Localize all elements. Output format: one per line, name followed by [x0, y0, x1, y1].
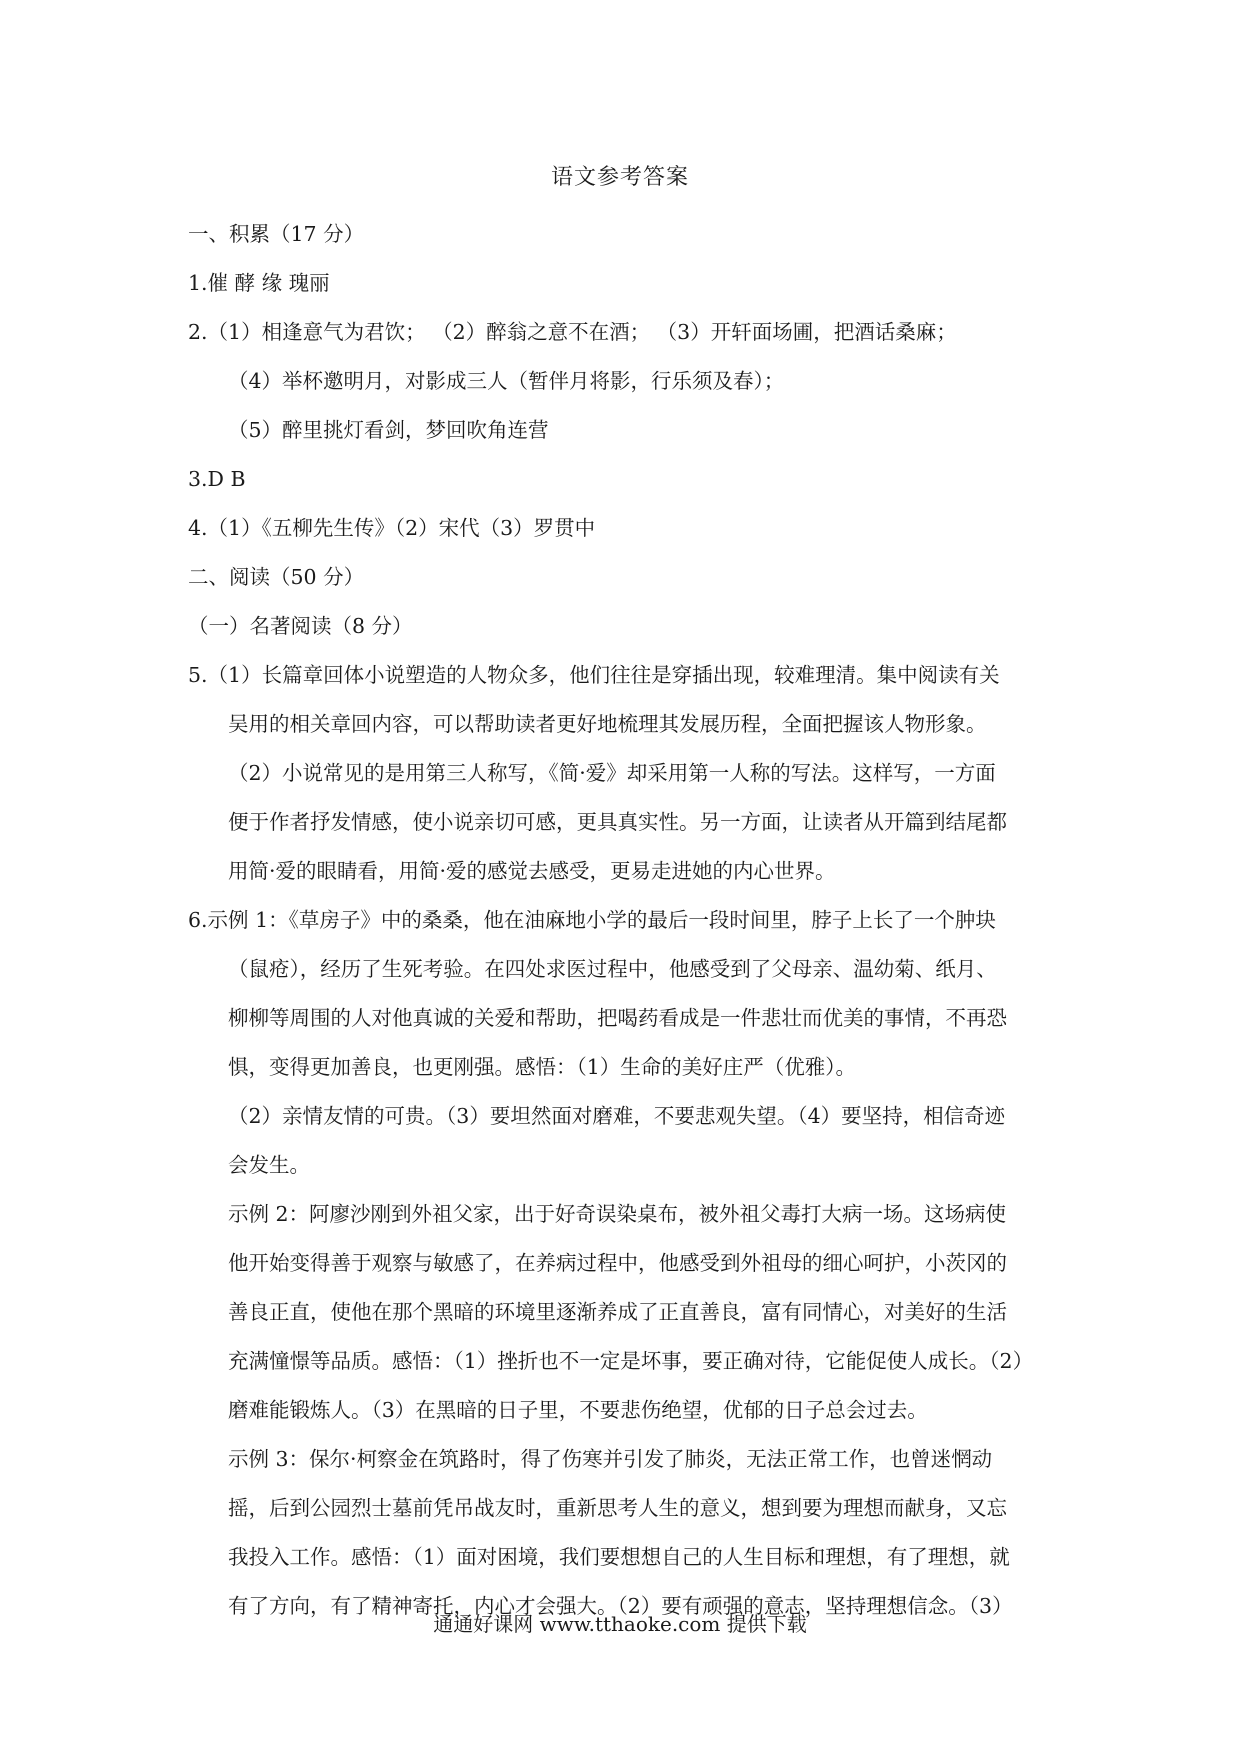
answer-6-line-1: 6.示例 1：《草房子》中的桑桑，他在油麻地小学的最后一段时间里，脖子上长了一个肿块 — [188, 908, 996, 932]
answer-6-example-3-line-3: 我投入工作。感悟：（1）面对困境，我们要想想自己的人生目标和理想，有了理想，就 — [228, 1545, 1010, 1569]
answer-5-line-3: （2）小说常见的是用第三人称写，《简·爱》却采用第一人称的写法。这样写，一方面 — [228, 761, 996, 785]
answer-2-part-5: （5）醉里挑灯看剑，梦回吹角连营 — [228, 418, 549, 442]
subsection-heading-classics: （一）名著阅读（8 分） — [188, 614, 413, 638]
answer-6-line-2: （鼠疮），经历了生死考验。在四处求医过程中，他感受到了父母亲、温幼菊、纸月、 — [228, 957, 997, 981]
answer-6-line-5: （2）亲情友情的可贵。（3）要坦然面对磨难，不要悲观失望。（4）要坚持，相信奇迹 — [228, 1104, 1006, 1128]
answer-2: 2.（1）相逢意气为君饮； （2）醉翁之意不在酒； （3）开轩面场圃，把酒话桑麻； — [188, 320, 957, 344]
section-heading-reading: 二、阅读（50 分） — [188, 565, 365, 589]
answer-6-example-2-line-3: 善良正直，使他在那个黑暗的环境里逐渐养成了正直善良，富有同情心，对美好的生活 — [228, 1300, 1007, 1324]
answer-6-example-3-line-2: 摇，后到公园烈士墓前凭吊战友时，重新思考人生的意义，想到要为理想而献身，又忘 — [228, 1496, 1007, 1520]
answer-2-part-4: （4）举杯邀明月，对影成三人（暂伴月将影，行乐须及春）； — [228, 369, 785, 393]
answer-5-line-2: 吴用的相关章回内容，可以帮助读者更好地梳理其发展历程，全面把握该人物形象。 — [228, 712, 987, 736]
answer-content — [188, 210, 1068, 1631]
answer-6-line-6: 会发生。 — [228, 1153, 310, 1177]
answer-6-example-2-line-1: 示例 2：阿廖沙刚到外祖父家，出于好奇误染桌布，被外祖父毒打大病一场。这场病使 — [228, 1202, 1007, 1226]
section-heading-accumulation: 一、积累（17 分） — [188, 222, 365, 246]
answer-3: 3.D B — [188, 467, 246, 491]
answer-5-line-1: 5.（1）长篇章回体小说塑造的人物众多，他们往往是穿插出现，较难理清。集中阅读有关 — [188, 663, 1000, 687]
answer-4: 4.（1）《五柳先生传》（2）宋代（3）罗贯中 — [188, 516, 596, 540]
answer-6-example-2-line-5: 磨难能锻炼人。（3）在黑暗的日子里，不要悲伤绝望，优郁的日子总会过去。 — [228, 1398, 928, 1422]
answer-5-line-4: 便于作者抒发情感，使小说亲切可感，更具真实性。另一方面，让读者从开篇到结尾都 — [228, 810, 1007, 834]
answer-6-example-3-line-4: 有了方向，有了精神寄托，内心才会强大。（2）要有顽强的意志，坚持理想信念。（3） — [228, 1594, 1013, 1618]
page-title: 语文参考答案 — [550, 165, 689, 190]
answer-5-line-5: 用简·爱的眼睛看，用简·爱的感觉去感受，更易走进她的内心世界。 — [228, 859, 836, 883]
answer-6-line-4: 惧，变得更加善良，也更刚强。感悟：（1）生命的美好庄严（优雅）。 — [228, 1055, 857, 1079]
answer-6-example-2-line-2: 他开始变得善于观察与敏感了，在养病过程中，他感受到外祖母的细心呵护，小茨冈的 — [228, 1251, 1007, 1275]
page-footer: 通通好课网 www.tthaoke.com 提供下载 — [433, 1612, 807, 1636]
answer-1: 1.催 酵 缘 瑰丽 — [188, 271, 330, 295]
answer-6-example-3-line-1: 示例 3：保尔·柯察金在筑路时，得了伤寒并引发了肺炎，无法正常工作，也曾迷惘动 — [228, 1447, 993, 1471]
answer-6-example-2-line-4: 充满憧憬等品质。感悟：（1）挫折也不一定是坏事，要正确对待，它能促使人成长。（2） — [228, 1349, 1034, 1373]
answer-6-line-3: 柳柳等周围的人对他真诚的关爱和帮助，把喝药看成是一件悲壮而优美的事情，不再恐 — [228, 1006, 1007, 1030]
